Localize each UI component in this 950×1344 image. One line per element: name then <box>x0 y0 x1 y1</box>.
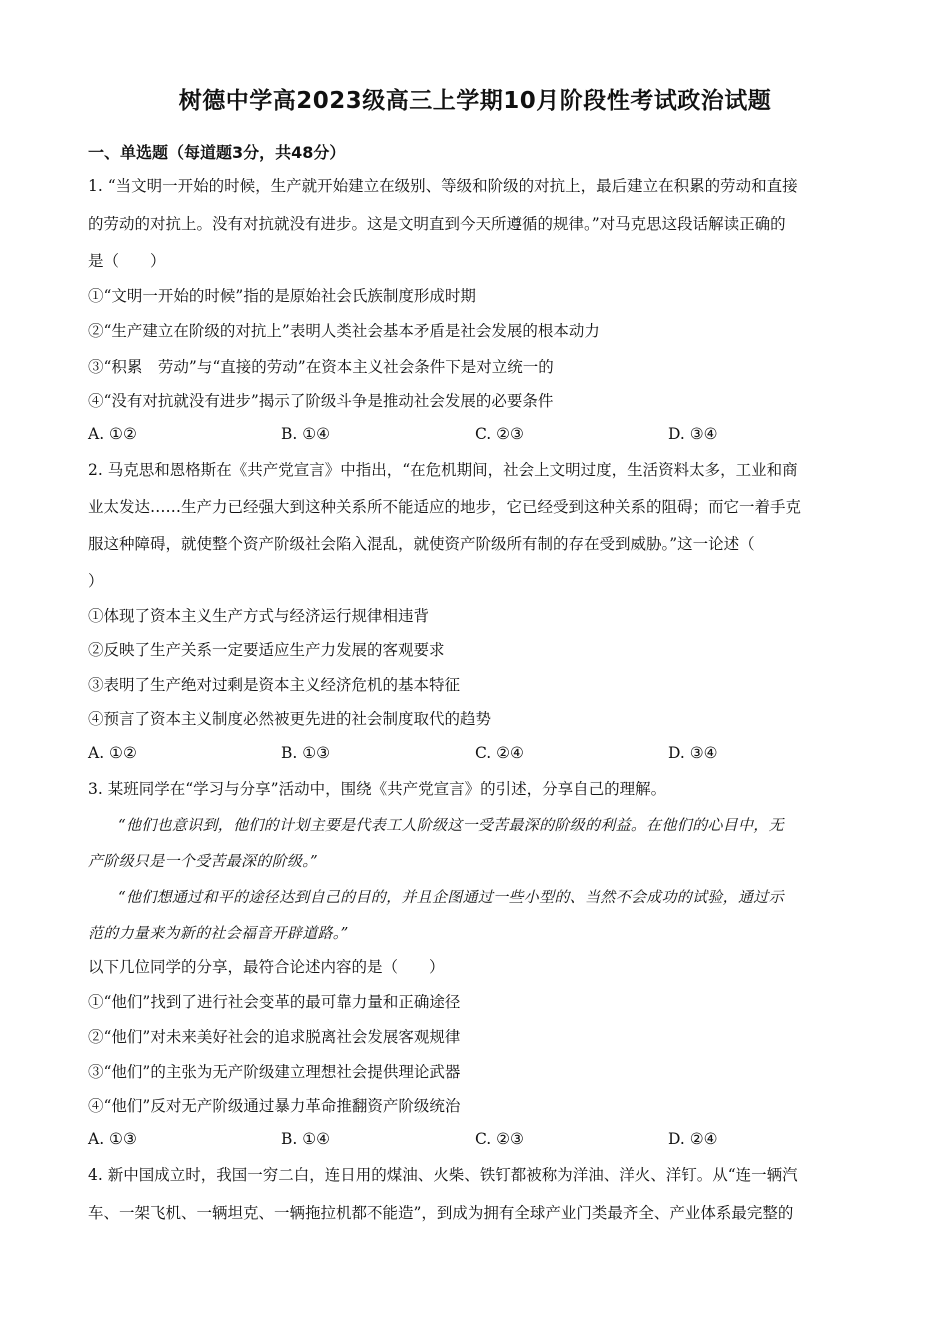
q1-stem-line: 是（ ） <box>88 252 166 270</box>
q4-stem-line: 4. 新中国成立时，我国一穷二白，连日用的煤油、火柴、铁钉都被称为洋油、洋火、洋钉。从“连一辆汽 <box>88 1166 798 1184</box>
q4-stem-line: 车、一架飞机、一辆坦克、一辆拖拉机都不能造”，到成为拥有全球产业门类最齐全、产业体系最完整的 <box>88 1204 794 1222</box>
q2-item: ③表明了生产绝对过剩是资本主义经济危机的基本特征 <box>88 676 461 694</box>
q2-item: ①体现了资本主义生产方式与经济运行规律相违背 <box>88 607 430 625</box>
q1-item: ②“生产建立在阶级的对抗上”表明人类社会基本矛盾是社会发展的根本动力 <box>88 322 600 340</box>
q1-stem-line: 的劳动的对抗上。没有对抗就没有进步。这是文明直到今天所遵循的规律。”对马克思这段话解读正确的 <box>88 215 786 233</box>
q2-option-a: A. ①② <box>88 744 137 762</box>
q3-prompt: 以下几位同学的分享，最符合论述内容的是（ ） <box>88 958 445 976</box>
q3-quote-2: 范的力量来为新的社会福音开辟道路。” <box>88 924 349 942</box>
q2-option-b: B. ①③ <box>281 744 331 762</box>
q2-option-d: D. ③④ <box>668 744 718 762</box>
q2-item: ④预言了资本主义制度必然被更先进的社会制度取代的趋势 <box>88 710 492 728</box>
q3-option-d: D. ②④ <box>668 1130 718 1148</box>
q3-option-b: B. ①④ <box>281 1130 331 1148</box>
q3-quote-1: “他们也意识到，他们的计划主要是代表工人阶级这一受苦最深的阶级的利益。在他们的心目中，无 <box>118 816 784 834</box>
q1-option-a: A. ①② <box>88 425 137 443</box>
q3-item: ③“他们”的主张为无产阶级建立理想社会提供理论武器 <box>88 1063 461 1081</box>
q3-option-a: A. ①③ <box>88 1130 137 1148</box>
q1-option-d: D. ③④ <box>668 425 718 443</box>
q1-item: ③“积累 劳动”与“直接的劳动”在资本主义社会条件下是对立统一的 <box>88 358 554 376</box>
q3-item: ④“他们”反对无产阶级通过暴力革命推翻资产阶级统治 <box>88 1097 461 1115</box>
q3-quote-1: 产阶级只是一个受苦最深的阶级。” <box>88 852 318 870</box>
q2-option-c: C. ②④ <box>475 744 524 762</box>
q2-stem-line: ） <box>88 572 104 590</box>
q3-item: ②“他们”对未来美好社会的追求脱离社会发展客观规律 <box>88 1028 461 1046</box>
q1-option-c: C. ②③ <box>475 425 524 443</box>
q3-option-c: C. ②③ <box>475 1130 524 1148</box>
q3-stem-line: 3. 某班同学在“学习与分享”活动中，围绕《共产党宣言》的引述，分享自己的理解。 <box>88 780 667 798</box>
section-heading: 一、单选题（每道题3分，共48分） <box>88 143 346 162</box>
q1-stem-line: 1. “当文明一开始的时候，生产就开始建立在级别、等级和阶级的对抗上，最后建立在积累的劳动和直接 <box>88 177 798 195</box>
q2-stem-line: 2. 马克思和恩格斯在《共产党宣言》中指出，“在危机期间，社会上文明过度，生活资料太多，工业和商 <box>88 461 798 479</box>
q1-option-b: B. ①④ <box>281 425 331 443</box>
q3-quote-2: “他们想通过和平的途径达到自己的目的，并且企图通过一些小型的、当然不会成功的试验，通过示 <box>118 888 784 906</box>
q2-stem-line: 服这种障碍，就使整个资产阶级社会陷入混乱，就使资产阶级所有制的存在受到威胁。”这一论述（ <box>88 535 755 553</box>
q3-item: ①“他们”找到了进行社会变革的最可靠力量和正确途径 <box>88 993 461 1011</box>
q1-item: ①“文明一开始的时候”指的是原始社会氏族制度形成时期 <box>88 287 476 305</box>
q2-item: ②反映了生产关系一定要适应生产力发展的客观要求 <box>88 641 445 659</box>
q2-stem-line: 业太发达……生产力已经强大到这种关系所不能适应的地步，它已经受到这种关系的阻碍；而它一着手克 <box>88 498 802 516</box>
q1-item: ④“没有对抗就没有进步”揭示了阶级斗争是推动社会发展的必要条件 <box>88 392 554 410</box>
page-title: 树德中学高2023级高三上学期10月阶段性考试政治试题 <box>178 88 772 114</box>
